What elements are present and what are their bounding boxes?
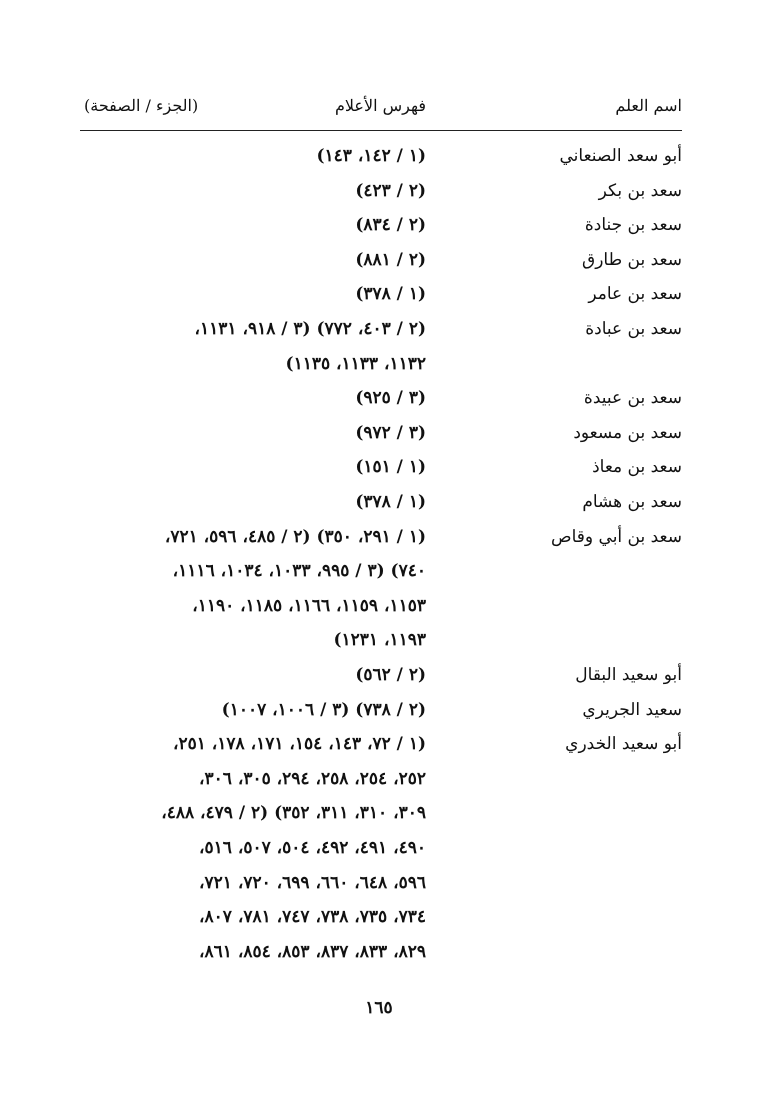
entry-references: ١١٥٣، ١١٥٩، ١١٦٦، ١١٨٥، ١١٩٠،: [192, 595, 426, 616]
entry-references: ٧٣٤، ٧٣٥، ٧٣٨، ٧٤٧، ٧٨١، ٨٠٧،: [199, 907, 426, 928]
index-entry-row: [0, 903, 758, 937]
index-entry-row: [0, 938, 758, 972]
index-entry-row: [0, 211, 758, 245]
entry-name: سعد بن طارق: [582, 249, 682, 270]
index-entry-row: [0, 280, 758, 314]
entry-references: (٣ / ٩٧٢): [355, 422, 426, 443]
index-entry-row: [0, 592, 758, 626]
index-entry-row: [0, 661, 758, 695]
index-entry-row: [0, 730, 758, 764]
entry-references: ٥٩٦، ٦٤٨، ٦٦٠، ٦٩٩، ٧٢٠، ٧٢١،: [199, 872, 426, 893]
index-entry-row: [0, 834, 758, 868]
index-entry-row: [0, 350, 758, 384]
entry-name: سعد بن جنادة: [584, 215, 682, 236]
entry-references: ٧٤٠) (٣ / ٩٩٥، ١٠٣٣، ١٠٣٤، ١١١٦،: [172, 561, 426, 582]
entry-name: سعد بن بكر: [598, 180, 682, 201]
index-entry-row: [0, 523, 758, 557]
index-entry-row: [0, 626, 758, 660]
entry-references: (١ / ٣٧٨): [355, 284, 426, 305]
entry-name: سعد بن عامر: [588, 284, 682, 305]
entry-references: (٢ / ٤٠٣، ٧٧٢) (٣ / ٩١٨، ١١٣١،: [194, 319, 426, 339]
entry-name: سعد بن هشام: [582, 492, 682, 512]
entry-references: ٨٢٩، ٨٣٣، ٨٣٧، ٨٥٣، ٨٥٤، ٨٦١،: [199, 941, 426, 962]
entry-references: (٣ / ٩٢٥): [355, 388, 426, 409]
entry-references: (١ / ٣٧٨): [355, 492, 426, 512]
entry-name: سعيد الجريري: [582, 699, 682, 720]
index-entry-row: [0, 177, 758, 211]
index-entry-row: [0, 799, 758, 833]
entry-references: (٢ / ٤٢٣): [355, 180, 426, 201]
index-entry-row: [0, 419, 758, 453]
entry-name: سعد بن معاذ: [592, 457, 682, 478]
entry-name: سعد بن أبي وقاص: [551, 526, 682, 547]
index-entry-row: [0, 765, 758, 799]
index-entry-row: [0, 488, 758, 522]
entry-references: (٢ / ٥٦٢): [355, 665, 426, 685]
entry-name: سعد بن مسعود: [573, 422, 682, 443]
index-entry-row: [0, 142, 758, 176]
entry-name: سعد بن عبادة: [585, 319, 682, 339]
index-entry-row: [0, 384, 758, 418]
entry-references: ١١٩٣، ١٢٣١): [333, 630, 426, 651]
entry-references: (١ / ١٤٢، ١٤٣): [316, 146, 426, 166]
index-entry-row: [0, 246, 758, 280]
index-entry-row: [0, 557, 758, 591]
entry-references: ٤٩٠، ٤٩١، ٤٩٢، ٥٠٤، ٥٠٧، ٥١٦،: [199, 838, 426, 858]
index-entry-row: [0, 453, 758, 487]
page-title: فهرس الأعلام: [334, 96, 426, 115]
index-entry-row: [0, 869, 758, 903]
entry-references: (٢ / ٨٨١): [355, 249, 426, 270]
entry-name: أبو سعيد الخدري: [565, 734, 682, 755]
entry-references: ١١٣٢، ١١٣٣، ١١٣٥): [285, 353, 426, 374]
header-divider: [80, 130, 682, 131]
page-number: ١٦٥: [365, 998, 393, 1018]
entry-references: (١ / ٧٢، ١٤٣، ١٥٤، ١٧١، ١٧٨، ٢٥١،: [172, 734, 426, 755]
index-entry-row: [0, 696, 758, 730]
entry-references: ٣٠٩، ٣١٠، ٣١١، ٣٥٢) (٢ / ٤٧٩، ٤٨٨،: [161, 803, 426, 824]
entry-references: (١ / ٢٩١، ٣٥٠) (٢ / ٤٨٥، ٥٩٦، ٧٢١،: [164, 526, 426, 547]
entry-references: (١ / ١٥١): [355, 457, 426, 478]
name-column-header: اسم العلم: [615, 96, 682, 115]
reference-column-header: (الجزء / الصفحة): [84, 96, 199, 115]
entry-references: (٢ / ٨٣٤): [355, 215, 426, 236]
index-entry-row: [0, 315, 758, 349]
entry-references: (٢ / ٧٣٨) (٣ / ١٠٠٦، ١٠٠٧): [221, 699, 426, 720]
entry-name: سعد بن عبيدة: [583, 388, 682, 409]
entry-name: أبو سعد الصنعاني: [559, 146, 682, 166]
entry-name: أبو سعيد البقال: [575, 665, 682, 685]
entry-references: ٢٥٢، ٢٥٤، ٢٥٨، ٢٩٤، ٣٠٥، ٣٠٦،: [199, 768, 426, 789]
